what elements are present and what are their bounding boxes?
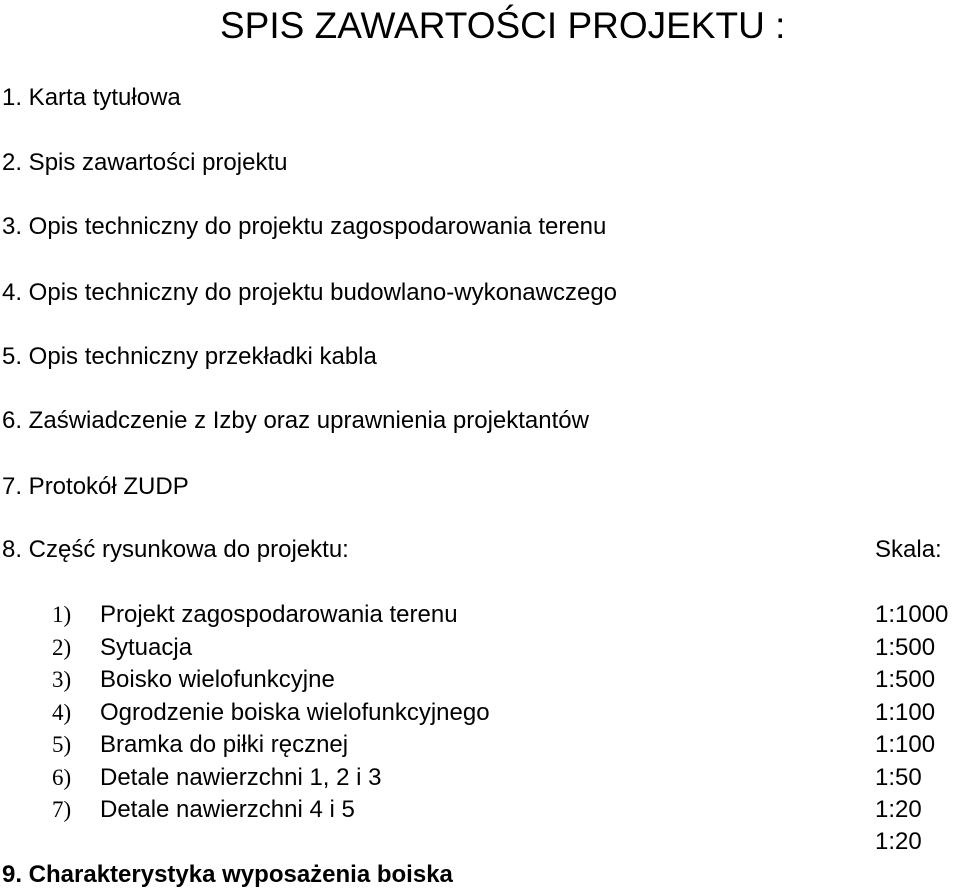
scale-value: 1:50 — [875, 764, 922, 791]
drawing-label: Projekt zagospodarowania terenu — [100, 601, 458, 628]
drawing-item-1 — [52, 600, 458, 630]
toc-item-9: 9. Charakterystyka wyposażenia boiska — [2, 861, 453, 888]
toc-item-3: 3. Opis techniczny do projektu zagospodarowania terenu — [2, 213, 607, 240]
drawing-label: Ogrodzenie boiska wielofunkcyjnego — [100, 699, 490, 726]
toc-item-4: 4. Opis techniczny do projektu budowlano-wykonawczego — [2, 279, 618, 306]
drawing-number: 7) — [52, 797, 72, 822]
drawing-number: 4) — [52, 700, 72, 725]
drawing-item-2 — [52, 633, 192, 663]
drawing-item-5 — [52, 730, 348, 760]
drawing-label: Bramka do piłki ręcznej — [100, 731, 349, 758]
page-title: SPIS ZAWARTOŚCI PROJEKTU : — [220, 5, 786, 46]
drawing-label: Detale nawierzchni 4 i 5 — [100, 796, 355, 823]
drawing-number: 3) — [52, 667, 72, 692]
scale-value: 1:20 — [875, 828, 922, 855]
scale-value: 1:500 — [875, 666, 936, 693]
drawing-number: 6) — [52, 765, 72, 790]
toc-item-8: 8. Część rysunkowa do projektu: — [2, 536, 349, 563]
drawing-item-7 — [52, 795, 355, 825]
drawing-number: 2) — [52, 635, 72, 660]
scale-value: 1:100 — [875, 731, 936, 758]
scale-value: 1:500 — [875, 634, 936, 661]
drawing-item-3 — [52, 665, 335, 695]
drawing-label: Detale nawierzchni 1, 2 i 3 — [100, 764, 382, 791]
toc-item-2: 2. Spis zawartości projektu — [2, 149, 288, 176]
drawing-item-6 — [52, 763, 381, 793]
drawing-number: 1) — [52, 602, 72, 627]
toc-item-1: 1. Karta tytułowa — [2, 84, 181, 111]
drawing-item-4 — [52, 698, 490, 728]
scale-column-header: Skala: — [875, 536, 942, 563]
scale-value: 1:20 — [875, 796, 922, 823]
toc-item-7: 7. Protokół ZUDP — [2, 473, 189, 500]
toc-item-6: 6. Zaświadczenie z Izby oraz uprawnienia projektantów — [2, 407, 589, 434]
scale-value: 1:1000 — [875, 601, 949, 628]
drawing-label: Sytuacja — [100, 634, 193, 661]
drawing-number: 5) — [52, 732, 72, 757]
scale-value: 1:100 — [875, 699, 936, 726]
toc-item-5: 5. Opis techniczny przekładki kabla — [2, 343, 377, 370]
drawing-label: Boisko wielofunkcyjne — [100, 666, 335, 693]
